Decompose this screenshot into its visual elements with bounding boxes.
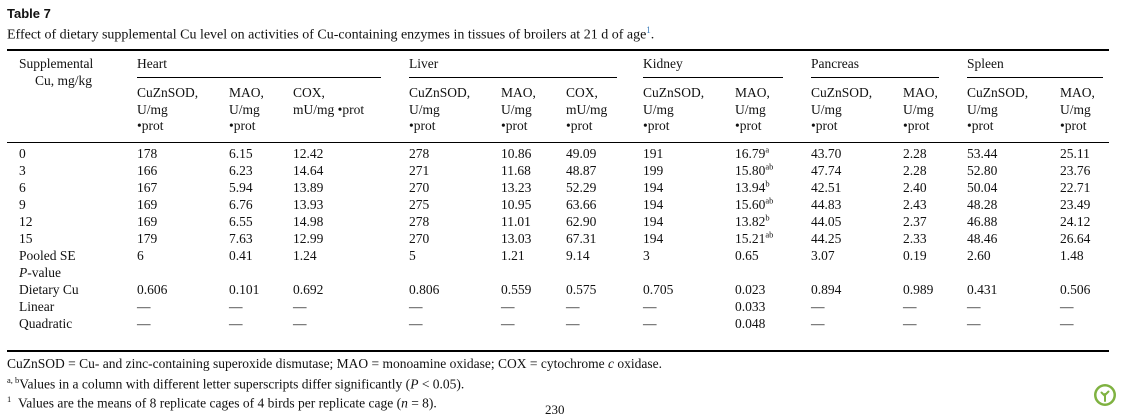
table-cell: 1.21 — [501, 248, 525, 263]
table-cell: 191 — [643, 146, 664, 161]
table-cell: — — [566, 316, 580, 331]
table-cell: 44.25 — [811, 231, 842, 246]
table-cell: 0.101 — [229, 282, 260, 297]
table-cell: 6.55 — [229, 214, 253, 229]
table-cell: 44.83 — [811, 197, 842, 212]
table-cell: 22.71 — [1060, 180, 1091, 195]
table-cell: 194 — [643, 231, 664, 246]
table-cell: 24.12 — [1060, 214, 1091, 229]
table-cell: 0.806 — [409, 282, 440, 297]
table-cell: 50.04 — [967, 180, 998, 195]
table-cell: 14.64 — [293, 163, 324, 178]
table-cell: 0.65 — [735, 248, 759, 263]
publisher-tree-logo-icon[interactable] — [1093, 383, 1117, 407]
column-header: CuZnSOD, U/mg •prot — [643, 85, 705, 133]
table-cell: 166 — [137, 163, 158, 178]
table-cell: — — [1060, 316, 1074, 331]
table-cell: 25.11 — [1060, 146, 1090, 161]
table-cell: — — [137, 299, 151, 314]
column-header: MAO, U/mg •prot — [735, 85, 770, 133]
table-cell: 271 — [409, 163, 430, 178]
table-cell: 270 — [409, 180, 430, 195]
row-label: 0 — [19, 146, 26, 161]
column-header: MAO, U/mg •prot — [1060, 85, 1095, 133]
group-header-liver: Liver — [409, 56, 439, 71]
table-cell: — — [409, 299, 423, 314]
table-cell: 10.86 — [501, 146, 532, 161]
table-cell: 14.98 — [293, 214, 324, 229]
table-cell: 2.60 — [967, 248, 991, 263]
table-cell: — — [137, 316, 151, 331]
table-cell: 6.15 — [229, 146, 253, 161]
table-cell: 46.88 — [967, 214, 998, 229]
table-cell: 179 — [137, 231, 158, 246]
group-rule-spleen — [967, 77, 1103, 78]
table-cell: 15.21$^{ab}$ — [735, 229, 774, 246]
table-cell: 3 — [643, 248, 650, 263]
group-rule-pancreas — [811, 77, 939, 78]
table-cell: 53.44 — [967, 146, 998, 161]
table-cell: — — [643, 299, 657, 314]
table-cell: 0.033 — [735, 299, 766, 314]
table-cell: 0.692 — [293, 282, 324, 297]
table-cell: 13.03 — [501, 231, 532, 246]
table-cell: 0.506 — [1060, 282, 1091, 297]
table-cell: — — [501, 299, 515, 314]
table-cell: — — [967, 316, 981, 331]
table-cell: 67.31 — [566, 231, 597, 246]
table-cell: 44.05 — [811, 214, 842, 229]
group-header-pancreas: Pancreas — [811, 56, 859, 71]
table-cell: 12.99 — [293, 231, 324, 246]
table-cell: 5 — [409, 248, 416, 263]
caption-footnote-link[interactable]: 1 — [646, 25, 651, 35]
table-cell: 62.90 — [566, 214, 597, 229]
table-cell: 178 — [137, 146, 158, 161]
table-cell: 278 — [409, 214, 430, 229]
table-cell: 270 — [409, 231, 430, 246]
column-header: COX, mU/mg •prot — [293, 85, 365, 117]
table-cell: 48.46 — [967, 231, 998, 246]
table-cell: 48.28 — [967, 197, 998, 212]
row-label: 6 — [19, 180, 26, 195]
table-cell: 6.76 — [229, 197, 253, 212]
row-label: 3 — [19, 163, 26, 178]
column-header: CuZnSOD, U/mg •prot — [967, 85, 1029, 133]
table-cell: 194 — [643, 180, 664, 195]
table-cell: — — [501, 316, 515, 331]
row-header: Supplemental Cu, mg/kg — [19, 56, 94, 88]
page-number: 230 — [545, 403, 565, 415]
group-rule-liver — [409, 77, 617, 78]
table-cell: 5.94 — [229, 180, 253, 195]
table-cell: 52.29 — [566, 180, 597, 195]
table-cell: — — [643, 316, 657, 331]
table-cell: 16.79$^a$ — [735, 144, 770, 161]
table-cell: 194 — [643, 214, 664, 229]
table-cell: 48.87 — [566, 163, 597, 178]
row-label: Dietary Cu — [19, 282, 79, 297]
top-rule — [7, 49, 1109, 51]
row-label: P-value — [19, 265, 61, 280]
row-label: 15 — [19, 231, 33, 246]
table-cell: 0.048 — [735, 316, 766, 331]
group-header-heart: Heart — [137, 56, 167, 71]
table-cell: — — [409, 316, 423, 331]
table-cell: 167 — [137, 180, 158, 195]
table-cell: — — [811, 316, 825, 331]
table-cell: — — [967, 299, 981, 314]
table-cell: 23.76 — [1060, 163, 1091, 178]
table-cell: 42.51 — [811, 180, 842, 195]
row-label: Pooled SE — [19, 248, 76, 263]
table-cell: 10.95 — [501, 197, 532, 212]
table-cell: 1.24 — [293, 248, 317, 263]
table-cell: 49.09 — [566, 146, 597, 161]
table-cell: 2.33 — [903, 231, 927, 246]
table-cell: — — [811, 299, 825, 314]
table-cell: 13.82$^b$ — [735, 212, 770, 229]
row-label: 12 — [19, 214, 33, 229]
table-cell: 2.40 — [903, 180, 927, 195]
table-cell: 169 — [137, 197, 158, 212]
table-cell: 278 — [409, 146, 430, 161]
table-cell: 15.80$^{ab}$ — [735, 161, 774, 178]
table-cell: 0.989 — [903, 282, 934, 297]
table-cell: 194 — [643, 197, 664, 212]
table-caption: Effect of dietary supplemental Cu level on activities of Cu-containing enzymes in tissues of broilers at 21 d of age$^1$. — [7, 25, 655, 43]
group-rule-kidney — [643, 77, 783, 78]
row-label: Linear — [19, 299, 55, 314]
table-cell: 2.28 — [903, 163, 927, 178]
column-header: CuZnSOD, U/mg •prot — [137, 85, 199, 133]
table-cell: 169 — [137, 214, 158, 229]
table-cell: 0.431 — [967, 282, 998, 297]
table-cell: 6 — [137, 248, 144, 263]
table-cell: 9.14 — [566, 248, 590, 263]
table-cell: — — [566, 299, 580, 314]
table-cell: 199 — [643, 163, 664, 178]
table-cell: 63.66 — [566, 197, 597, 212]
table-cell: 13.94$^b$ — [735, 178, 770, 195]
table-cell: 47.74 — [811, 163, 842, 178]
group-header-spleen: Spleen — [967, 56, 1004, 71]
table-cell: 0.19 — [903, 248, 927, 263]
table-cell: 0.575 — [566, 282, 597, 297]
table-cell: — — [293, 316, 307, 331]
table-cell: 2.28 — [903, 146, 927, 161]
table-label: Table 7 — [7, 6, 51, 21]
table-cell: 275 — [409, 197, 430, 212]
table-cell: — — [229, 299, 243, 314]
table-cell: 15.60$^{ab}$ — [735, 195, 774, 212]
column-header: MAO, U/mg •prot — [501, 85, 536, 133]
table-cell: 2.43 — [903, 197, 927, 212]
table-cell: 11.01 — [501, 214, 531, 229]
table-cell: 3.07 — [811, 248, 835, 263]
column-header: CuZnSOD, U/mg •prot — [811, 85, 873, 133]
table-cell: 0.023 — [735, 282, 766, 297]
table-cell: 0.41 — [229, 248, 253, 263]
group-rule-heart — [137, 77, 381, 78]
table-cell: 12.42 — [293, 146, 324, 161]
bottom-rule — [7, 350, 1109, 352]
table-cell: 2.37 — [903, 214, 927, 229]
table-cell: — — [903, 316, 917, 331]
table-cell: — — [293, 299, 307, 314]
table-cell: 6.23 — [229, 163, 253, 178]
footnote-abbreviations: CuZnSOD = Cu- and zinc-containing superoxide dismutase; MAO = monoamine oxidase; COX = cytochrome c oxidase. — [7, 356, 662, 371]
table-cell: 23.49 — [1060, 197, 1091, 212]
table-cell: 1.48 — [1060, 248, 1084, 263]
table-cell: — — [229, 316, 243, 331]
table-cell: 52.80 — [967, 163, 998, 178]
table-cell: 11.68 — [501, 163, 531, 178]
table-cell: — — [903, 299, 917, 314]
group-header-kidney: Kidney — [643, 56, 683, 71]
table-cell: 0.606 — [137, 282, 168, 297]
table-cell: 13.89 — [293, 180, 324, 195]
table-cell: — — [1060, 299, 1074, 314]
column-header: MAO, U/mg •prot — [903, 85, 938, 133]
header-rule — [7, 142, 1109, 143]
row-label: Quadratic — [19, 316, 73, 331]
table-cell: 7.63 — [229, 231, 253, 246]
column-header: COX, mU/mg •prot — [566, 85, 608, 133]
table-cell: 0.559 — [501, 282, 532, 297]
table-cell: 0.705 — [643, 282, 674, 297]
table-cell: 26.64 — [1060, 231, 1091, 246]
footnote-means: $^1$ Values are the means of 8 replicate cages of 4 birds per replicate cage (n = 8). — [7, 394, 437, 411]
column-header: CuZnSOD, U/mg •prot — [409, 85, 471, 133]
table-cell: 43.70 — [811, 146, 842, 161]
footnote-letters: $^{a, b}$Values in a column with different letter superscripts differ significantly (P < 0.05). — [7, 375, 465, 392]
table-cell: 13.23 — [501, 180, 532, 195]
column-header: MAO, U/mg •prot — [229, 85, 264, 133]
table-cell: 0.894 — [811, 282, 842, 297]
row-label: 9 — [19, 197, 26, 212]
table-cell: 13.93 — [293, 197, 324, 212]
